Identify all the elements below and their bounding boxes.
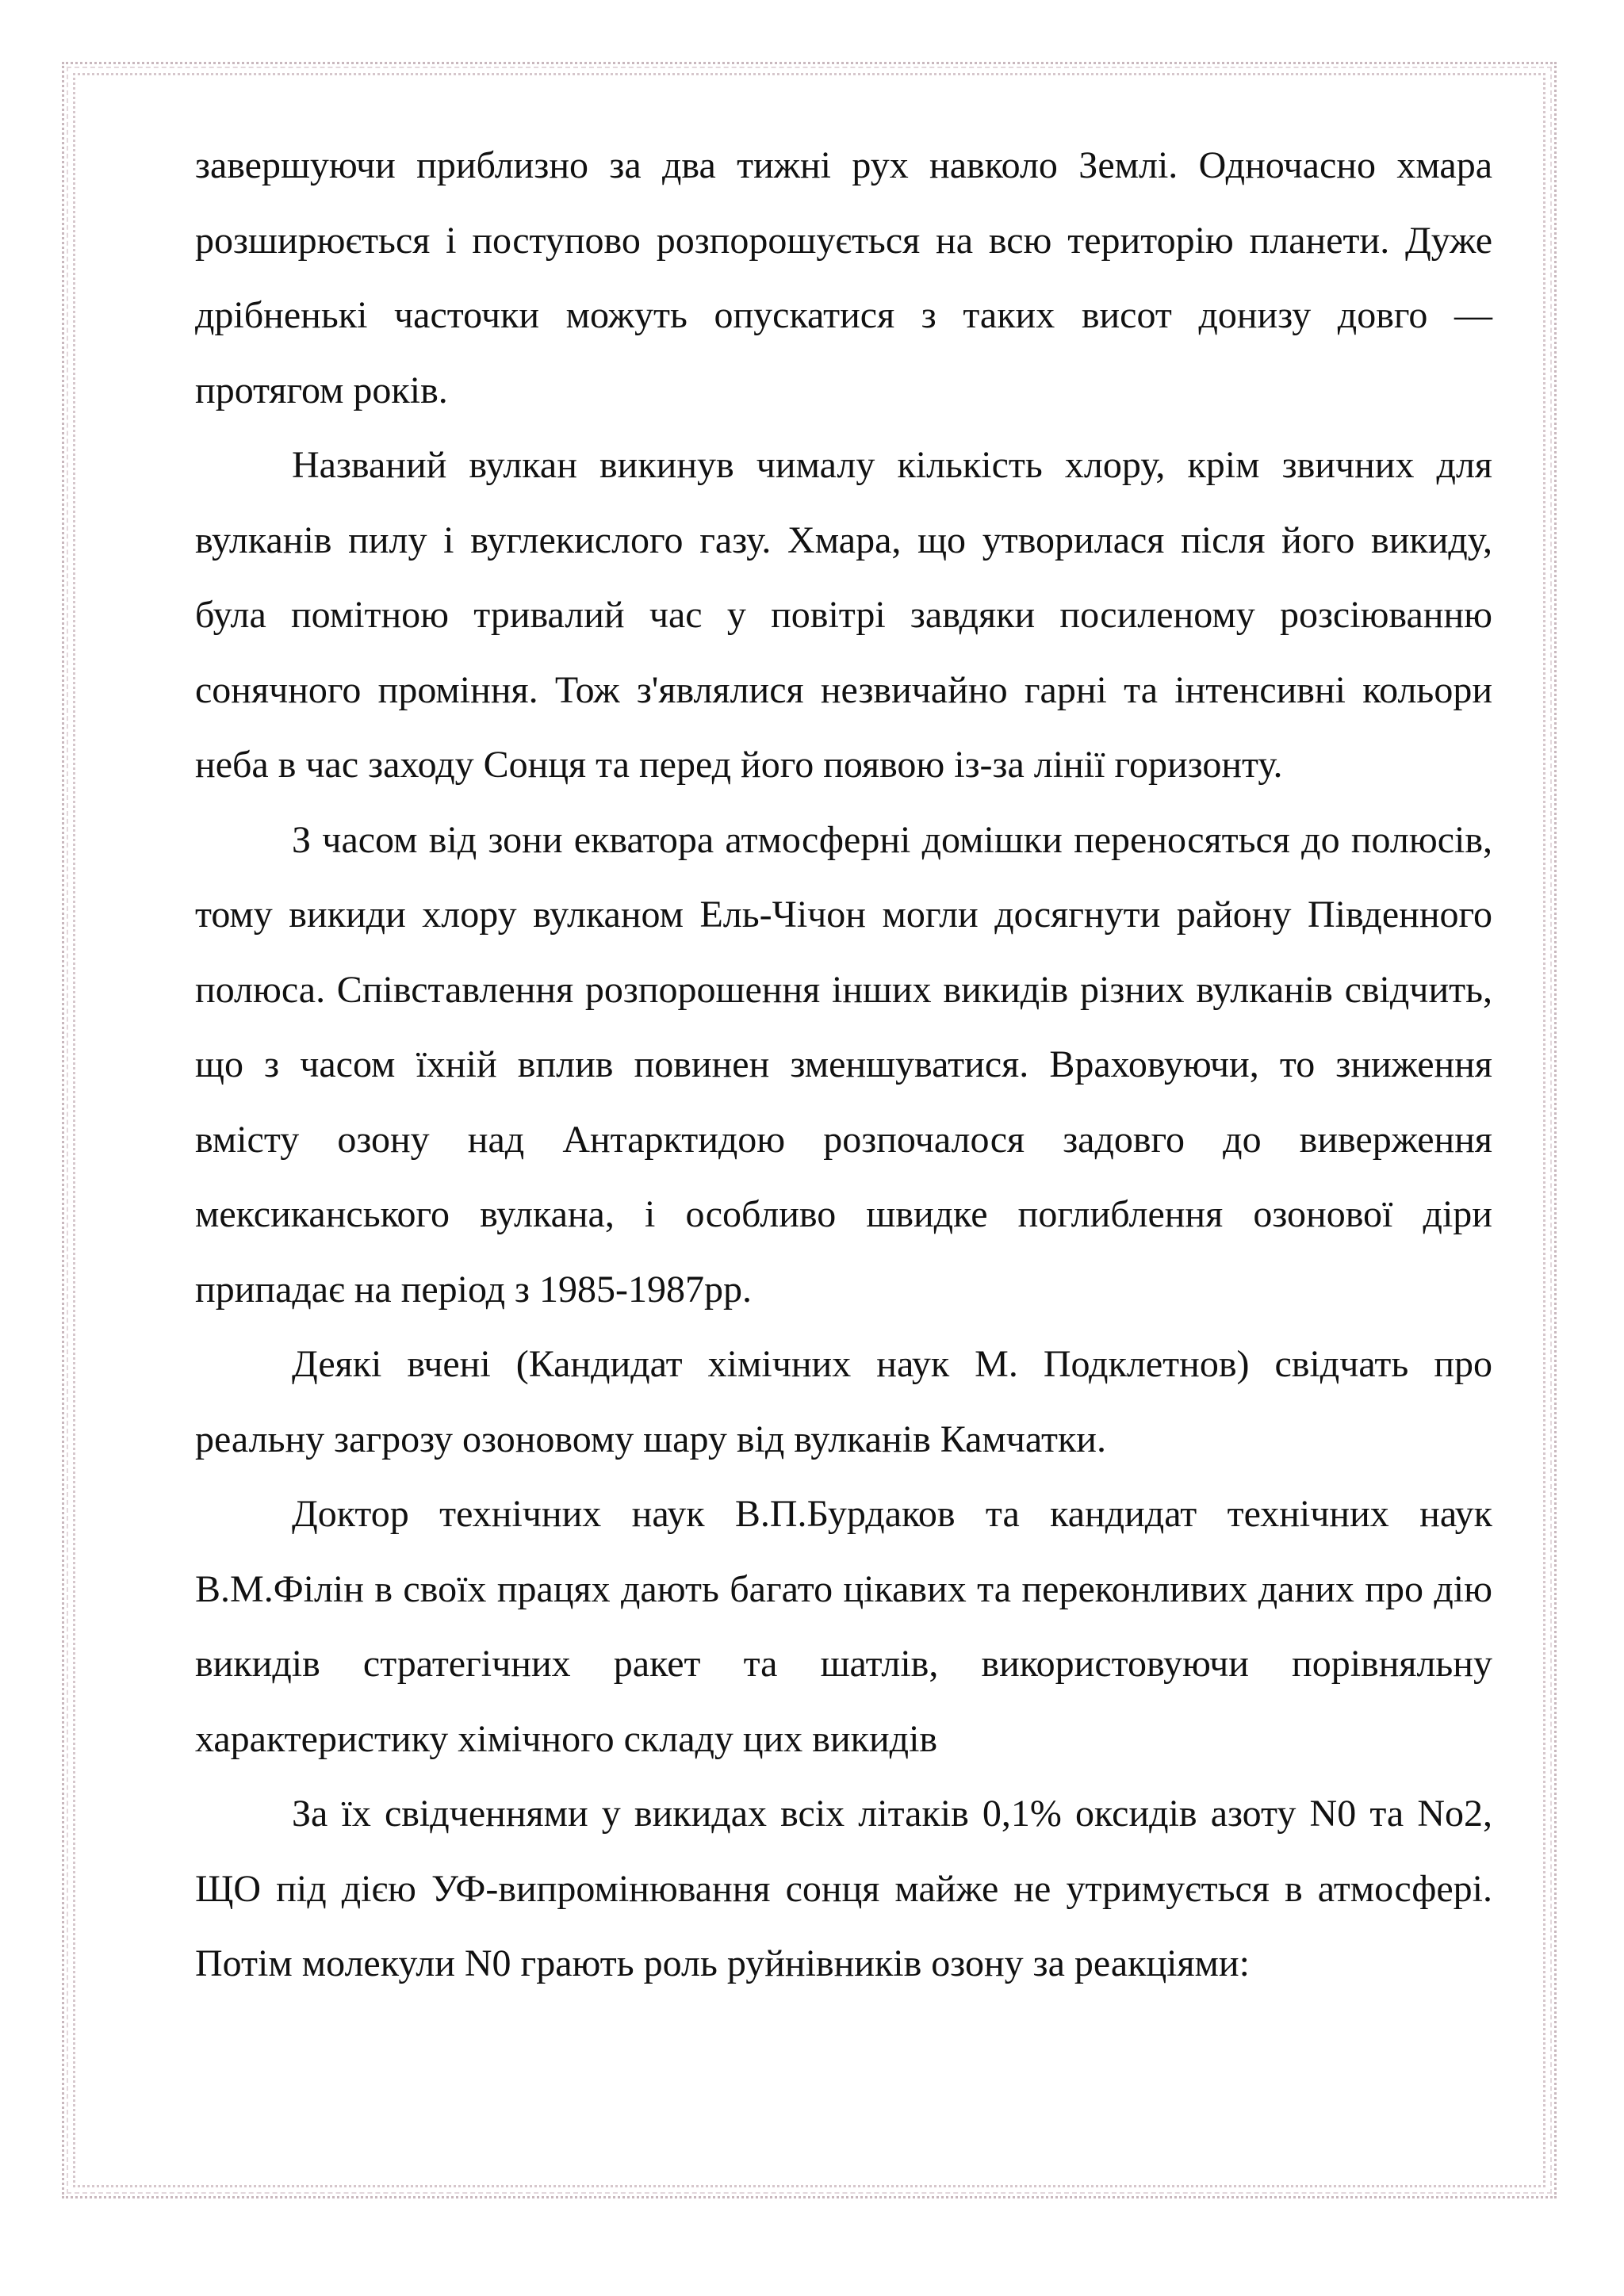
paragraph-kamchatka: Деякі вчені (Кандидат хімічних наук М. Подклетнов) свідчать про реальну загрозу озоновому шару від вулканів Камчатки. [195, 1343, 1492, 1460]
paragraph-aircraft-emissions: За їх свідченнями у викидах всіх літаків 0,1% оксидів азоту N0 та Nо2, ЩО під дією УФ-випромінювання сонця майже не утримується в атмосфері. Потім молекули N0 грають роль руйнівників озону за реакціями: [195, 1793, 1492, 1984]
document-body [195, 128, 1492, 2002]
paragraph-volcano-chlorine: Названий вулкан викинув чималу кількість хлору, крім звичних для вулканів пилу і вуглекислого газу. Хмара, що утворилася після його викиду, була помітною тривалий час у повітрі завдяки посиленому розсіюванню сонячного проміння. Тож з'являлися незвичайно гарні та інтенсивні кольори неба в час заходу Сонця та перед його появою із-за лінії горизонту. [195, 444, 1492, 786]
paragraph-continuation: завершуючи приблизно за два тижні рух навколо Землі. Одночасно хмара розширюється і поступово розпорошується на всю територію планети. Дуже дрібненькі часточки можуть опускатися з таких висот донизу довго — протягом років. [195, 144, 1492, 411]
paragraph-polar-transport: З часом від зони екватора атмосферні домішки переносяться до полюсів, тому викиди хлору вулканом Ель-Чічон могли досягнути району Південного полюса. Співставлення розпорошення інших викидів різних вулканів свідчить, що з часом їхній вплив повинен зменшуватися. Враховуючи, то зниження вмісту озону над Антарктидою розпочалося задовго до виверження мексиканського вулкана, і особливо швидке поглиблення озонової діри припадає на період з 1985-1987рр. [195, 818, 1492, 1311]
paragraph-rockets-shuttles: Доктор технічних наук В.П.Бурдаков та кандидат технічних наук В.М.Філін в своїх працях дають багато цікавих та переконливих даних про дію викидів стратегічних ракет та шатлів, використовуючи порівняльну характеристику хімічного складу цих викидів [195, 1493, 1492, 1760]
